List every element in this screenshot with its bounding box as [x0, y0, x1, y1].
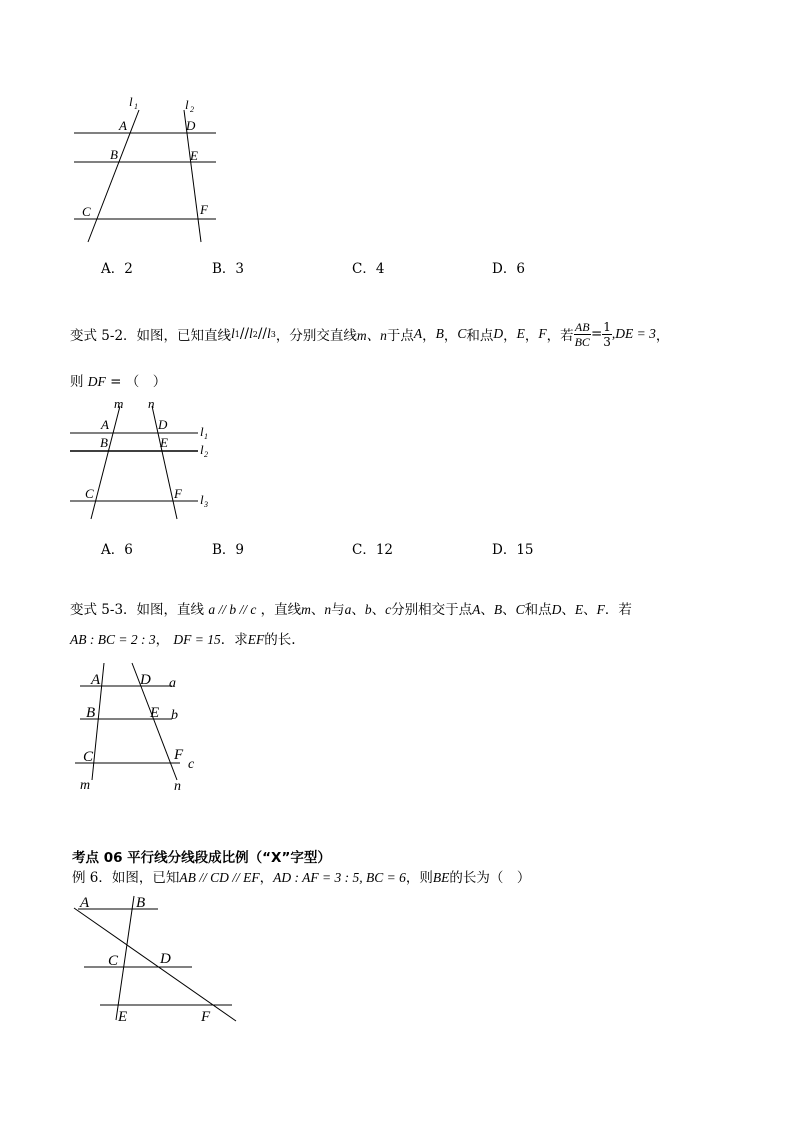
- fig52-label-B: B: [100, 435, 108, 450]
- q52-par2: //: [257, 326, 267, 342]
- q53-C: C: [515, 602, 525, 617]
- q52-df: DF: [87, 374, 106, 389]
- q52-par1: //: [239, 326, 249, 342]
- q53-sep2: 、: [351, 602, 365, 618]
- q52-frac-den: BC: [574, 334, 590, 349]
- fig1-option-b[interactable]: B．3: [212, 261, 245, 277]
- q53-line2: [70, 628, 296, 648]
- fig1-option-a[interactable]: A．2: [101, 261, 133, 277]
- fig52-label-F: F: [174, 486, 182, 501]
- fig52-label-n: n: [148, 396, 155, 411]
- q52-line2: [70, 370, 166, 390]
- fig53-label-F: F: [174, 747, 184, 763]
- fig6-label-C: C: [108, 953, 119, 969]
- q52-fraction-ab-bc: [574, 321, 591, 348]
- q53-ratio: AB : BC = 2 : 3: [70, 632, 156, 647]
- q52-option-c[interactable]: C．12: [352, 542, 394, 558]
- q52-line2-prefix: 则: [70, 374, 84, 390]
- ex6-be: BE: [432, 870, 450, 885]
- q52-l1: l: [231, 326, 235, 341]
- q53-sep7: 、: [583, 602, 597, 618]
- q52-prefix: 变式 5-2．如图，已知直线: [70, 328, 232, 344]
- fig1-label-l2: l: [185, 97, 189, 112]
- q52-mid2: 于点: [386, 328, 414, 344]
- figure-example-6: [70, 892, 245, 1027]
- q53-sep1: 、: [310, 602, 325, 618]
- ex6-b: ，: [259, 870, 274, 886]
- q52-line1: [70, 314, 669, 354]
- q53-sep6: 、: [561, 602, 575, 618]
- fig6-label-A: A: [80, 895, 90, 911]
- q52-option-b[interactable]: B．9: [212, 542, 245, 558]
- q52-line2-tail: = （ ）: [110, 374, 167, 390]
- q52-l3-sub: 3: [270, 329, 276, 339]
- fig52-label-l3: l: [200, 492, 204, 507]
- q52-l2: l: [249, 326, 253, 341]
- fig6-label-E: E: [118, 1009, 128, 1025]
- fig52-label-l1-sub: 1: [204, 432, 208, 441]
- q52-F: F: [538, 326, 547, 341]
- fig6-label-B: B: [136, 895, 146, 911]
- fig53-label-E: E: [150, 705, 160, 721]
- figure-5-2: [68, 396, 228, 526]
- q53-l1b: ，直线: [260, 602, 302, 618]
- q53-E: E: [574, 602, 584, 617]
- fig52-label-l2: l: [200, 442, 204, 457]
- q52-tail: ，: [655, 328, 670, 344]
- ex6-parallel: AB // CD // EF: [179, 870, 260, 885]
- q53-df: DF = 15: [173, 632, 221, 647]
- fig6-label-F: F: [201, 1009, 211, 1025]
- ex6-a: 例 6．如图，已知: [72, 870, 180, 886]
- q52-c2: ，: [443, 328, 458, 344]
- q52-frac-num: AB: [574, 319, 590, 334]
- fig1-label-l2-sub: 2: [190, 105, 194, 114]
- q52-c3: ，: [503, 328, 517, 344]
- fig1-transversal-l1: [88, 110, 139, 242]
- q53-c: c: [385, 602, 392, 617]
- fig52-label-A: A: [101, 417, 109, 432]
- ex6-d: 的长为（ ）: [449, 870, 531, 886]
- ex6-ratio: AD : AF = 3 : 5, BC = 6: [273, 870, 406, 885]
- q53-l1e: ．若: [604, 602, 632, 618]
- fig53-label-b: b: [171, 708, 178, 723]
- fig52-label-C: C: [85, 486, 94, 501]
- figure-1: [70, 92, 230, 252]
- q52-ruo: ，若: [546, 328, 574, 344]
- fig52-label-m: m: [114, 396, 124, 411]
- fig53-label-a: a: [169, 676, 176, 691]
- fig53-label-D: D: [140, 672, 151, 688]
- q52-half-num: 1: [603, 319, 611, 334]
- fig1-option-c[interactable]: C．4: [352, 261, 385, 277]
- fig1-label-E: E: [190, 148, 198, 163]
- q53-l1a: 变式 5-3．如图，直线: [70, 602, 205, 618]
- fig52-label-E: E: [160, 435, 168, 450]
- q52-C: C: [457, 326, 467, 341]
- q52-l1-sub: 1: [234, 329, 240, 339]
- topic06-heading: 考点 06 平行线分线段成比例（“X”字型）: [72, 850, 331, 866]
- q52-B: B: [435, 326, 444, 341]
- q52-half-den: 3: [603, 334, 611, 349]
- fig1-label-F: F: [200, 202, 208, 217]
- q52-c1: ，: [422, 328, 436, 344]
- q53-n: n: [324, 602, 332, 617]
- q53-ef: EF: [247, 632, 265, 647]
- q53-l2b: ．求: [220, 632, 248, 648]
- q53-m: m: [301, 602, 311, 617]
- fig52-label-l3-sub: 3: [204, 500, 208, 509]
- q52-fraction-one-third: [602, 321, 612, 348]
- fig1-label-A: A: [119, 118, 127, 133]
- q53-and: 和点: [524, 602, 552, 618]
- q52-de: ,DE = 3: [611, 326, 656, 341]
- q53-abc: a // b // c: [208, 602, 257, 617]
- q53-l1d: 分别相交于点: [391, 602, 473, 618]
- q53-D: D: [551, 602, 562, 617]
- figure-5-3: [72, 658, 212, 794]
- fig53-label-C: C: [83, 749, 94, 765]
- q53-sep5: 、: [502, 602, 516, 618]
- q52-eq: =: [590, 326, 603, 342]
- fig53-label-n: n: [174, 779, 181, 794]
- q53-b: b: [364, 602, 372, 617]
- q52-mn: m、n: [356, 328, 387, 343]
- q52-E: E: [516, 326, 525, 341]
- q52-mid: ，分别交直线: [275, 328, 357, 344]
- fig6-line-af: [74, 908, 236, 1021]
- fig6-label-D: D: [160, 951, 171, 967]
- q53-l1c: 与: [331, 602, 345, 618]
- q53-sep3: 、: [371, 602, 386, 618]
- q53-l2c: 的长.: [264, 632, 296, 648]
- q52-option-d[interactable]: D．15: [492, 542, 534, 558]
- q52-l3: l: [266, 326, 271, 341]
- topic06-example6: [72, 866, 530, 886]
- fig1-label-l1: l: [129, 94, 133, 109]
- ex6-c: ，则: [405, 870, 433, 886]
- q53-B: B: [493, 602, 503, 617]
- fig1-label-B: B: [110, 147, 118, 162]
- fig6-line-be: [116, 896, 134, 1020]
- fig53-label-A: A: [91, 672, 101, 688]
- q52-l2-sub: 2: [252, 329, 258, 339]
- q52-c4: ，: [524, 328, 539, 344]
- q53-line1: [70, 598, 632, 618]
- fig1-label-D: D: [186, 118, 196, 133]
- fig52-label-l1: l: [200, 424, 204, 439]
- q52-and: 和点: [466, 328, 494, 344]
- fig52-label-l2-sub: 2: [204, 450, 208, 459]
- fig53-label-m: m: [80, 778, 91, 793]
- q52-D: D: [493, 326, 504, 341]
- q52-A: A: [413, 326, 423, 341]
- fig1-option-d[interactable]: D．6: [492, 261, 525, 277]
- fig52-label-D: D: [158, 417, 168, 432]
- fig1-label-C: C: [82, 204, 91, 219]
- q53-F: F: [596, 602, 605, 617]
- fig53-label-B: B: [86, 705, 96, 721]
- fig53-label-c: c: [188, 757, 195, 772]
- q53-A: A: [472, 602, 481, 617]
- fig1-label-l1-sub: 1: [134, 102, 138, 111]
- q53-sep4: 、: [480, 602, 494, 618]
- q52-option-a[interactable]: A．6: [101, 542, 133, 558]
- q53-comma: ，: [155, 632, 170, 648]
- q53-a: a: [344, 602, 352, 617]
